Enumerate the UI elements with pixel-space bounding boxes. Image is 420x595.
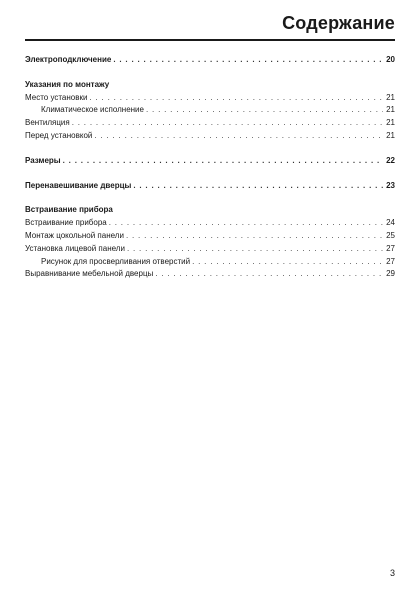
- toc-leader-dots: [155, 268, 383, 281]
- table-of-contents: [25, 54, 395, 281]
- toc-entry-label: Место установки: [25, 92, 88, 102]
- toc-entry-label: Перед установкой: [25, 130, 93, 140]
- toc-entry-furniture-door-alignment[interactable]: [25, 268, 395, 281]
- toc-leader-dots: [94, 130, 383, 143]
- toc-entry-label: Встраивание прибора: [25, 218, 107, 228]
- toc-entry-dimensions[interactable]: [25, 155, 395, 168]
- toc-section-heading-mounting: Указания по монтажу: [25, 79, 110, 89]
- toc-leader-dots: [89, 92, 383, 105]
- toc-entry-label: Климатическое исполнение: [41, 105, 144, 115]
- toc-entry-page: 24: [386, 218, 395, 228]
- toc-leader-dots: [113, 54, 383, 67]
- toc-leader-dots: [126, 230, 383, 243]
- toc-entry-building-in[interactable]: [25, 217, 395, 230]
- toc-entry-climate-class[interactable]: [25, 104, 395, 117]
- toc-entry-label: Выравнивание мебельной дверцы: [25, 269, 154, 279]
- toc-section-heading-building-in: Встраивание прибора: [25, 205, 113, 215]
- toc-leader-dots: [192, 256, 383, 269]
- toc-entry-front-panel[interactable]: [25, 243, 395, 256]
- toc-entry-plinth-panel[interactable]: [25, 230, 395, 243]
- toc-leader-dots: [133, 180, 383, 193]
- toc-entry-page: 21: [386, 118, 395, 128]
- toc-entry-label: Установка лицевой панели: [25, 243, 125, 253]
- toc-entry-drilling-template[interactable]: [25, 256, 395, 269]
- toc-entry-page: 21: [386, 92, 395, 102]
- toc-entry-page: 25: [386, 230, 395, 240]
- toc-entry-electrical[interactable]: [25, 54, 395, 67]
- toc-entry-label: Монтаж цокольной панели: [25, 230, 124, 240]
- toc-entry-installation-site[interactable]: [25, 92, 395, 105]
- page-title: Содержание: [282, 13, 395, 33]
- title-rule: [25, 39, 395, 41]
- toc-entry-page: 29: [386, 269, 395, 279]
- toc-leader-dots: [146, 104, 383, 117]
- toc-entry-label: Размеры: [25, 155, 61, 165]
- toc-entry-page: 21: [386, 130, 395, 140]
- toc-entry-door-rehanging[interactable]: [25, 180, 395, 193]
- toc-entry-page: 21: [386, 105, 395, 115]
- toc-entry-page: 20: [386, 55, 395, 64]
- toc-entry-label: Вентиляция: [25, 118, 70, 128]
- toc-entry-label: Электроподключение: [25, 55, 112, 64]
- toc-entry-ventilation[interactable]: [25, 117, 395, 130]
- toc-leader-dots: [63, 155, 383, 168]
- toc-entry-label: Перенавешивание дверцы: [25, 180, 132, 190]
- toc-entry-label: Рисунок для просверливания отверстий: [41, 256, 191, 266]
- toc-entry-page: 27: [386, 243, 395, 253]
- toc-leader-dots: [109, 217, 383, 230]
- toc-entry-page: 27: [386, 256, 395, 266]
- toc-entry-page: 23: [386, 180, 395, 190]
- toc-leader-dots: [72, 117, 383, 130]
- toc-entry-before-installation[interactable]: [25, 130, 395, 143]
- page-number: 3: [389, 568, 395, 578]
- toc-entry-page: 22: [386, 155, 395, 165]
- toc-leader-dots: [127, 243, 383, 256]
